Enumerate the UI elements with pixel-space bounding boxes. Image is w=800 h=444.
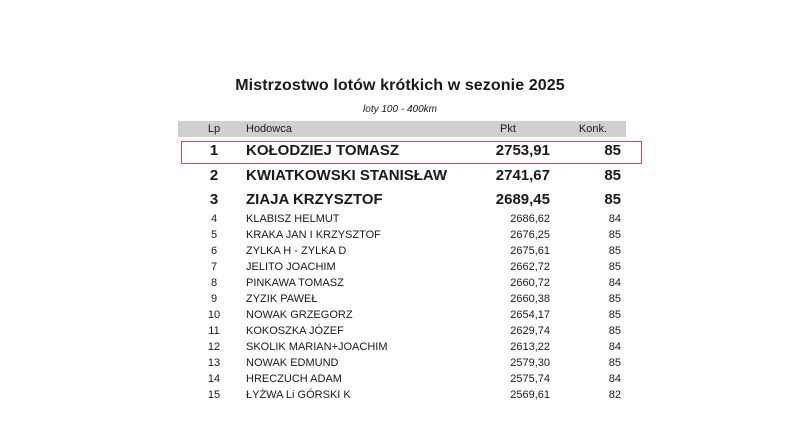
row-lp: 15 [207,389,221,401]
table-body [178,137,626,403]
row-name: KWIATKOWSKI STANISŁAW [246,166,448,184]
row-lp: 13 [207,357,221,369]
row-pkt: 2629,74 [510,325,550,337]
row-pkt: 2662,72 [510,261,550,273]
row-lp: 1 [209,141,219,159]
table-row [178,275,626,291]
row-name: ZIAJA KRZYSZTOF [246,190,383,208]
table-row [178,243,626,259]
row-konk: 85 [608,293,621,305]
row-konk: 85 [604,141,621,159]
row-pkt: 2660,72 [510,277,550,289]
table-row [178,137,626,163]
table-row [178,387,626,403]
table-header [178,121,626,137]
row-lp: 3 [209,190,219,208]
row-pkt: 2654,17 [510,309,550,321]
page-subtitle: loty 100 - 400km [363,104,437,115]
row-lp: 4 [210,213,218,225]
row-lp: 8 [210,277,218,289]
row-konk: 85 [608,309,621,321]
table-row [178,339,626,355]
row-pkt: 2579,30 [510,357,550,369]
row-konk: 85 [608,261,621,273]
row-konk: 85 [608,229,621,241]
row-name: KLABISZ HELMUT [246,213,340,225]
row-konk: 84 [608,341,621,353]
row-konk: 85 [608,325,621,337]
table-row [178,307,626,323]
row-name: SKOLIK MARIAN+JOACHIM [246,341,388,353]
row-konk: 84 [608,213,621,225]
row-lp: 14 [207,373,221,385]
row-name: NOWAK GRZEGORZ [246,309,353,321]
row-pkt: 2613,22 [510,341,550,353]
row-lp: 12 [207,341,221,353]
row-konk: 85 [608,357,621,369]
row-name: KRAKA JAN I KRZYSZTOF [246,229,381,241]
row-lp: 6 [210,245,218,257]
header-lp: Lp [207,123,221,135]
row-lp: 7 [210,261,218,273]
table-row [178,355,626,371]
row-pkt: 2676,25 [510,229,550,241]
row-name: ZYZIK PAWEŁ [246,293,318,305]
table-row [178,259,626,275]
row-pkt: 2675,61 [510,245,550,257]
row-pkt: 2753,91 [495,141,550,159]
row-konk: 84 [608,373,621,385]
header-konk: Konk. [578,123,608,135]
row-konk: 85 [608,245,621,257]
row-konk: 85 [604,190,621,208]
row-konk: 84 [608,277,621,289]
row-konk: 82 [608,389,621,401]
table-row [178,211,626,227]
table-row [178,323,626,339]
row-name: KOŁODZIEJ TOMASZ [246,141,400,159]
header-pkt: Pkt [500,123,516,135]
row-name: HRECZUCH ADAM [246,373,342,385]
row-lp: 2 [209,166,219,184]
row-lp: 9 [210,293,218,305]
row-pkt: 2569,61 [510,389,550,401]
page-title: Mistrzostwo lotów krótkich w sezonie 2025 [235,77,565,94]
header-name: Hodowca [246,123,292,135]
row-pkt: 2689,45 [495,190,550,208]
table-row [178,187,626,211]
table-row [178,227,626,243]
ranking-table [178,121,626,403]
row-name: JELITO JOACHIM [246,261,336,273]
row-pkt: 2686,62 [510,213,550,225]
table-row [178,291,626,307]
row-lp: 5 [210,229,218,241]
row-pkt: 2660,38 [510,293,550,305]
row-pkt: 2575,74 [510,373,550,385]
row-name: NOWAK EDMUND [246,357,339,369]
row-konk: 85 [604,166,621,184]
row-lp: 10 [207,309,221,321]
row-name: ZYLKA H - ZYLKA D [246,245,347,257]
table-row [178,163,626,187]
row-lp: 11 [208,325,220,337]
table-row [178,371,626,387]
row-name: ŁYŻWA Li GÓRSKI K [246,389,351,401]
row-pkt: 2741,67 [495,166,550,184]
row-name: KOKOSZKA JÓZEF [246,325,344,337]
row-name: PINKAWA TOMASZ [246,277,344,289]
